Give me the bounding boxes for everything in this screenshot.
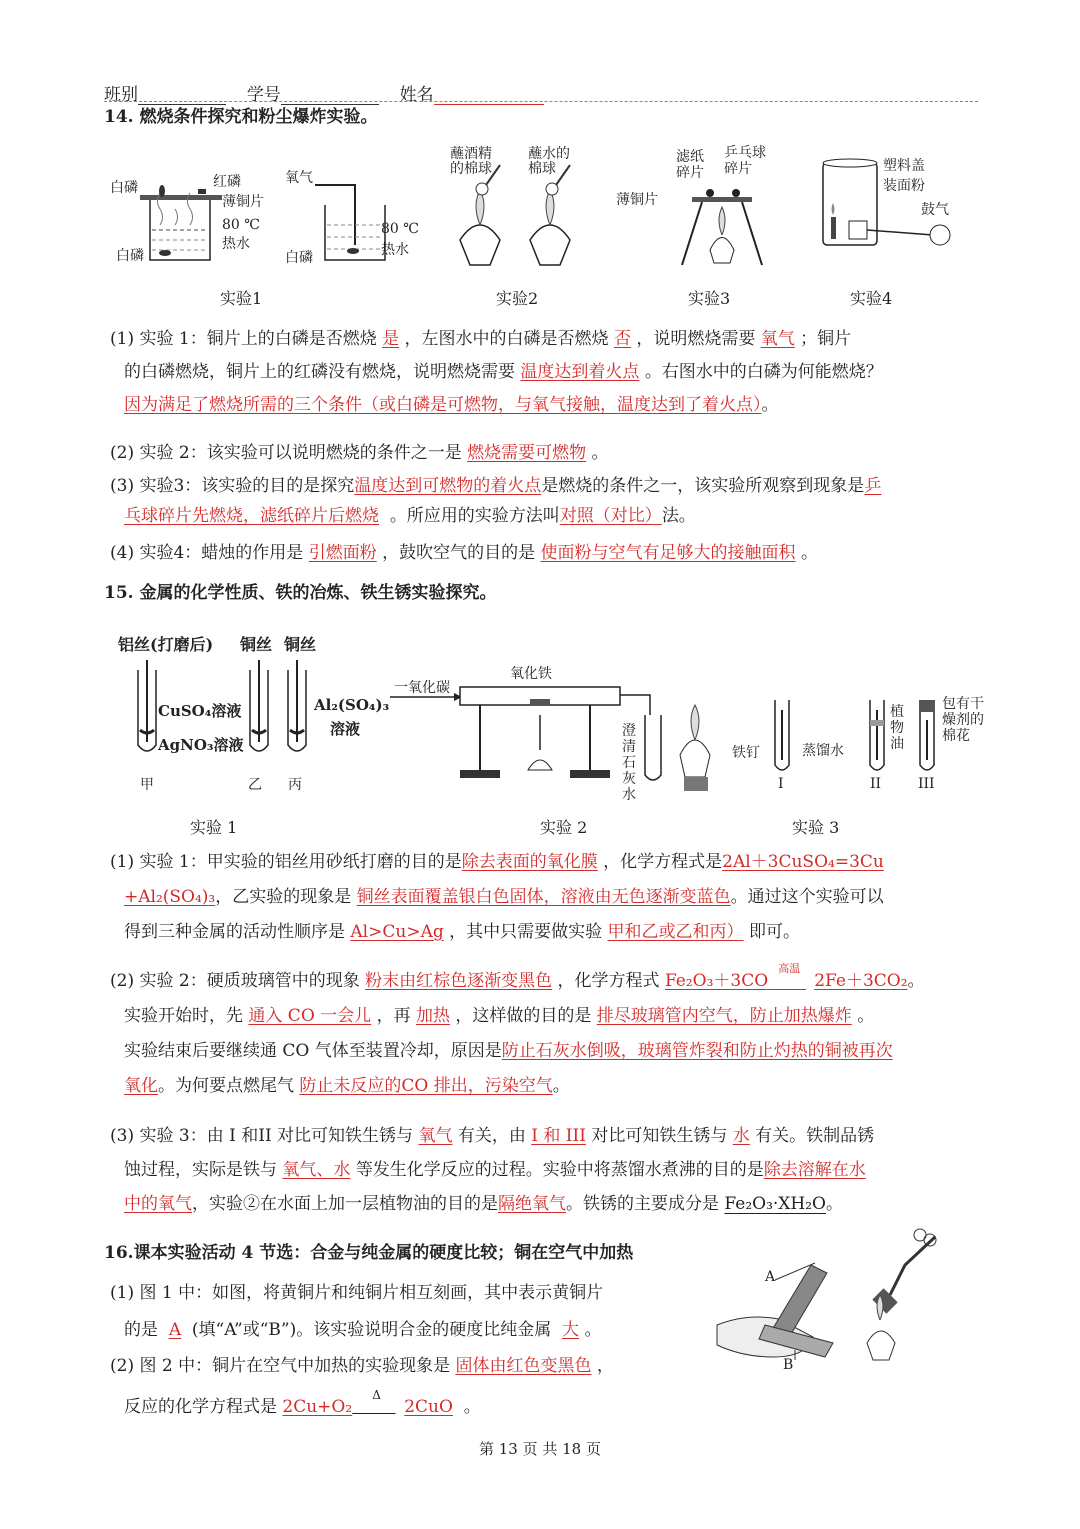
f15-1-label-al: 铝丝(打磨后) — [118, 635, 214, 654]
answer: 中的氧气 — [124, 1194, 192, 1214]
q14-caption-4: 实验4 — [850, 289, 893, 308]
answer: 固体由红色变黑色 — [455, 1356, 592, 1376]
answer-rust: Fe₂O₃·XH₂O — [724, 1194, 826, 1214]
answer: 温度达到可燃物的着火点 — [354, 476, 542, 496]
answer: 铜丝表面覆盖银白色固体，溶液由无色逐渐变蓝色 — [356, 887, 731, 907]
q14-p3-line2: 乓球碎片先燃烧，滤纸碎片后燃烧 。所应用的实验方法叫对照（对比）法。 — [124, 506, 696, 526]
f3-label-water: 蘸水的棉球 — [528, 146, 570, 177]
f15-3-label-oil: 植物油 — [890, 704, 904, 752]
q15-p2-line1: (2) 实验 2：硬质玻璃管中的现象 粉末由红棕色逐渐变黑色 ，化学方程式 Fe₂O₃＋3CO 高温 2Fe＋3CO₂。 — [110, 962, 925, 991]
f15-1-label-jia: 甲 — [140, 777, 154, 793]
f15-3-label-ii: II — [870, 776, 882, 792]
answer: 使面粉与空气有足够大的接触面积 — [540, 543, 796, 563]
reaction-arrow: Δ — [372, 1388, 381, 1402]
answer: 引燃面粉 — [308, 543, 377, 563]
answer: 水 — [732, 1126, 750, 1146]
q15-p1-line2: +Al₂(SO₄)₃，乙实验的现象是 铜丝表面覆盖银白色固体，溶液由无色逐渐变蓝色。通过这个实验可以 — [124, 887, 884, 907]
answer: 2Cu+O₂ — [282, 1397, 353, 1417]
f15-1-label-cuso4: CuSO₄溶液 — [158, 702, 242, 720]
q15-caption-3: 实验 3 — [792, 818, 840, 837]
f1-label-red-p: 红磷 — [213, 174, 241, 190]
answer: 否 — [613, 329, 631, 349]
answer: 氧气 — [760, 329, 795, 349]
answer: 通入 CO 一会儿 — [248, 1006, 372, 1026]
answer: 防止未反应的CO 排出，污染空气 — [299, 1076, 553, 1096]
name-blank[interactable] — [434, 104, 544, 105]
q14-figure-2 — [285, 165, 425, 270]
q14-figure-1 — [110, 165, 280, 270]
answer: 氧气 — [418, 1126, 453, 1146]
f1-label-copper: 薄铜片 — [222, 194, 264, 210]
answer: 2Fe＋3CO₂ — [814, 971, 908, 991]
answer: I 和 III — [531, 1126, 586, 1146]
q14-p3-line1: (3) 实验3：该实验的目的是探究温度达到可燃物的着火点是燃烧的条件之一，该实验所观察到现象是乒 — [110, 476, 882, 496]
q14-p1-line2: 的白磷燃烧，铜片上的红磷没有燃烧，说明燃烧需要 温度达到着火点 。右图水中的白磷为何能燃烧？ — [124, 362, 883, 382]
answer: 隔绝氧气 — [498, 1194, 566, 1214]
f15-3-label-i: I — [778, 776, 784, 792]
q14-caption-3: 实验3 — [688, 289, 731, 308]
q14-caption-1: 实验1 — [220, 289, 263, 308]
answer: 除去表面的氧化膜 — [461, 852, 598, 872]
answer: 氧气、水 — [282, 1160, 351, 1180]
answer: 排尽玻璃管内空气，防止加热爆炸 — [596, 1006, 852, 1026]
q15-p1-line3: 得到三种金属的活动性顺序是 Al>Cu>Ag ，其中只需要做实验 甲和乙或乙和丙） 即可。 — [124, 922, 800, 942]
answer: 燃烧需要可燃物 — [467, 443, 587, 463]
f15-1-label-agno3: AgNO₃溶液 — [158, 736, 244, 754]
q16-title: 16.课本实验活动 4 节选：合金与纯金属的硬度比较；铜在空气中加热 — [104, 1243, 634, 1263]
q14-figure-4 — [612, 145, 782, 270]
q15-figure-2 — [390, 655, 730, 803]
q15-p3-line1: (3) 实验 3：由 I 和II 对比可知铁生锈与 氧气 有关，由 I 和 III 对比可知铁生锈与 水 有关。铁制品锈 — [110, 1126, 875, 1146]
f15-1-label-cu1: 铜丝 — [240, 635, 273, 654]
answer: 甲和乙或乙和丙） — [607, 922, 744, 942]
answer: 对照（对比） — [559, 506, 662, 526]
q15-caption-1: 实验 1 — [190, 818, 238, 837]
answer: 除去溶解在水 — [763, 1160, 866, 1180]
q14-p1-line1: (1) 实验 1：铜片上的白磷是否燃烧 是 ，左图水中的白磷是否燃烧 否 ，说明燃烧需要 氧气 ；铜片 — [110, 329, 852, 349]
q14-p1-line3: 因为满足了燃烧所需的三个条件（或白磷是可燃物，与氧气接触，温度达到了着火点）。 — [124, 395, 779, 415]
f4-label-filter: 滤纸碎片 — [676, 149, 704, 181]
iron-smelting-diagram — [390, 655, 730, 795]
f16-label-b: B — [783, 1357, 794, 1373]
f4-label-copper: 薄铜片 — [616, 192, 658, 208]
answer: Fe₂O₃＋3CO — [664, 971, 769, 991]
answer: A — [168, 1320, 182, 1340]
answer: 氧化 — [124, 1076, 158, 1096]
answer: 防止石灰水倒吸，玻璃管炸裂和防止灼热的铜被再次 — [501, 1041, 893, 1061]
page-footer: 第 13 页 共 18 页 — [478, 1440, 601, 1458]
f1-label-water: 热水 — [222, 236, 250, 252]
answer: 大 — [562, 1320, 580, 1340]
f15-2-label-co: 一氧化碳 — [394, 680, 450, 696]
answer: 加热 — [415, 1006, 450, 1026]
f5-label-blow: 鼓气 — [921, 202, 949, 218]
q15-p2-line2: 实验开始时，先 通入 CO 一会儿 ，再 加热 ，这样做的目的是 排尽玻璃管内空气，防止加热爆炸 。 — [124, 1006, 875, 1026]
reaction-arrow: 高温 — [778, 962, 801, 975]
f15-3-label-cotton: 包有干燥剂的棉花 — [942, 696, 984, 744]
q15-title: 15. 金属的化学性质、铁的冶炼、铁生锈实验探究。 — [104, 583, 497, 603]
f4-label-pingpong: 乒乓球碎片 — [724, 145, 766, 177]
id-label: 学号 — [246, 85, 281, 105]
header-divider — [104, 101, 978, 102]
hardness-and-heating-diagram — [715, 1225, 970, 1375]
f5-label-flour: 装面粉 — [883, 178, 925, 194]
f15-1-label-yi: 乙 — [248, 777, 262, 793]
q14-title: 14. 燃烧条件探究和粉尘爆炸实验。 — [104, 107, 378, 127]
f1-label-white-p: 白磷 — [110, 180, 138, 196]
f3-label-alcohol: 蘸酒精的棉球 — [450, 146, 492, 177]
f1-label-temp: 80 ℃ — [222, 217, 260, 233]
q15-p2-line3: 实验结束后要继续通 CO 气体至装置冷却，原因是防止石灰水倒吸，玻璃管炸裂和防止灼热的铜被再次 — [124, 1041, 893, 1061]
answer: 乓球碎片先燃烧，滤纸碎片后燃烧 — [124, 506, 379, 526]
f15-1-label-bing: 丙 — [288, 777, 302, 793]
q15-p1-line1: (1) 实验 1：甲实验的铝丝用砂纸打磨的目的是除去表面的氧化膜 ，化学方程式是2Al＋3CuSO₄=3Cu — [110, 852, 884, 872]
q14-p4: (4) 实验4：蜡烛的作用是 引燃面粉 ，鼓吹空气的目的是 使面粉与空气有足够大的接触面积 。 — [110, 543, 818, 563]
answer: +Al₂(SO₄)₃ — [124, 887, 216, 907]
f15-3-label-water: 蒸馏水 — [802, 743, 844, 759]
f15-2-label-limewater: 澄清石灰水 — [622, 723, 636, 803]
q15-caption-2: 实验 2 — [540, 818, 588, 837]
q16-p1-line2: 的是 A (填“A”或“B”)。该实验说明合金的硬度比纯金属 大 。 — [124, 1320, 602, 1340]
f15-1-label-cu2: 铜丝 — [284, 635, 317, 654]
q15-figure-1 — [118, 630, 398, 800]
q15-p2-line4: 氧化。为何要点燃尾气 防止未反应的CO 排出，污染空气。 — [124, 1076, 570, 1096]
q16-p2-line2: 反应的化学方程式是 2Cu+O₂ Δ 2CuO 。 — [124, 1388, 481, 1417]
answer: 乒 — [864, 476, 882, 496]
f15-2-label-fe2o3: 氧化铁 — [510, 666, 552, 682]
q16-p1-line1: (1) 图 1 中：如图，将黄铜片和纯铜片相互刻画，其中表示黄铜片 — [110, 1283, 604, 1303]
f16-label-a: A — [765, 1269, 776, 1285]
answer: Al>Cu>Ag — [350, 922, 444, 942]
q15-p3-line2: 蚀过程，实际是铁与 氧气、水 等发生化学反应的过程。实验中将蒸馏水煮沸的目的是除去溶解在水 — [124, 1160, 866, 1180]
q14-figure-5 — [815, 155, 965, 255]
f2-label-oxygen: 氧气 — [285, 170, 313, 186]
q14-p2: (2) 实验 2：该实验可以说明燃烧的条件之一是 燃烧需要可燃物 。 — [110, 443, 609, 463]
f2-label-white-p: 白磷 — [285, 250, 313, 266]
f2-label-temp: 80 ℃ — [381, 221, 419, 237]
answer: 2Al＋3CuSO₄=3Cu — [722, 852, 884, 872]
f1-label-white-p2: 白磷 — [116, 248, 144, 264]
q14-figure-3 — [440, 145, 590, 270]
class-label: 班别 — [104, 85, 138, 105]
f15-3-label-nail: 铁钉 — [732, 745, 760, 761]
q16-p2-line1: (2) 图 2 中：铜片在空气中加热的实验现象是 固体由红色变黑色 ， — [110, 1356, 614, 1376]
answer: 因为满足了燃烧所需的三个条件（或白磷是可燃物，与氧气接触，温度达到了着火点） — [124, 395, 762, 415]
q16-figure — [715, 1225, 970, 1375]
answer: 粉末由红棕色逐渐变黑色 — [365, 971, 553, 991]
id-blank[interactable] — [281, 104, 379, 105]
f15-1-label-al2so4: Al₂(SO₄)₃ — [314, 696, 390, 714]
q15-p3-line3: 中的氧气，实验②在水面上加一层植物油的目的是隔绝氧气。铁锈的主要成分是 Fe₂O₃·XH₂O。 — [124, 1194, 843, 1214]
f15-1-label-solution: 溶液 — [330, 720, 361, 738]
q15-figure-3 — [730, 690, 984, 800]
f15-3-label-iii: III — [918, 776, 935, 792]
answer: 温度达到着火点 — [520, 362, 640, 382]
q14-caption-2: 实验2 — [496, 289, 539, 308]
answer: 2CuO — [404, 1397, 453, 1417]
name-label: 姓名 — [399, 85, 434, 105]
f2-label-water: 热水 — [381, 242, 409, 258]
answer: 是 — [382, 329, 400, 349]
f5-label-lid: 塑料盖 — [883, 158, 925, 174]
class-blank[interactable] — [138, 104, 226, 105]
